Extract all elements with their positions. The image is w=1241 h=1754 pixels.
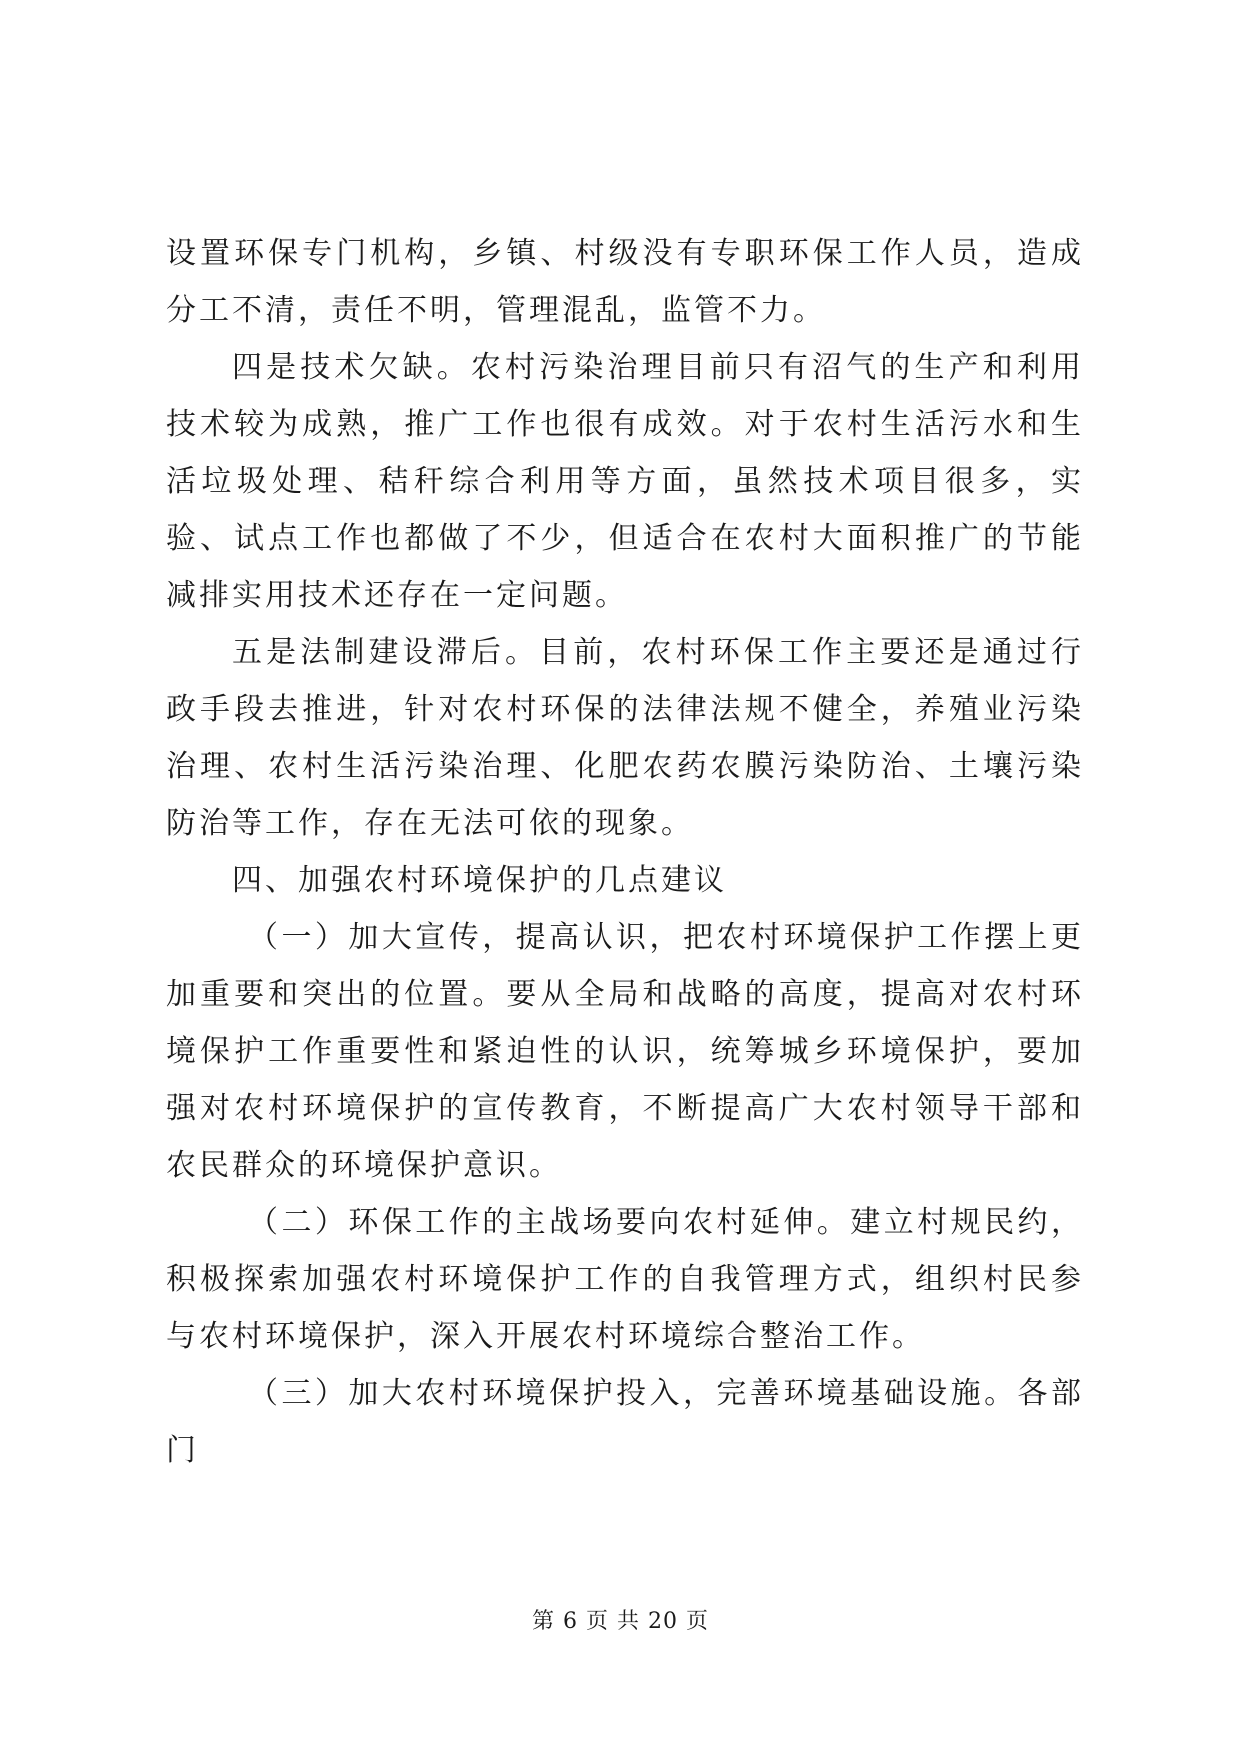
paragraph-legal-lag: 五是法制建设滞后。目前，农村环保工作主要还是通过行政手段去推进，针对农村环保的法律法规不健全，养殖业污染治理、农村生活污染治理、化肥农药农膜污染防治、土壤污染防治等工作，存在无法可依的现象。 xyxy=(166,635,1084,841)
suggestion-one: （一）加大宣传，提高认识，把农村环境保护工作摆上更加重要和突出的位置。要从全局和战略的高度，提高对农村环境保护工作重要性和紧迫性的认识，统筹城乡环境保护，要加强对农村环境保护的宣传教育，不断提高广大农村领导干部和农民群众的环境保护意识。 xyxy=(166,920,1084,1183)
suggestion-two: （二）环保工作的主战场要向农村延伸。建立村规民约，积极探索加强农村环境保护工作的自我管理方式，组织村民参与农村环境保护，深入开展农村环境综合整治工作。 xyxy=(166,1205,1084,1354)
suggestion-three: （三）加大农村环境保护投入，完善环境基础设施。各部门 xyxy=(166,1376,1084,1468)
page-number-footer: 第 6 页 共 20 页 xyxy=(532,1609,709,1634)
section-heading-suggestions: 四、加强农村环境保护的几点建议 xyxy=(232,863,727,898)
document-body xyxy=(166,225,1084,1479)
paragraph-continuation: 设置环保专门机构，乡镇、村级没有专职环保工作人员，造成分工不清，责任不明，管理混乱，监管不力。 xyxy=(166,236,1084,328)
paragraph-technology-gap: 四是技术欠缺。农村污染治理目前只有沼气的生产和利用技术较为成熟，推广工作也很有成效。对于农村生活污水和生活垃圾处理、秸秆综合利用等方面，虽然技术项目很多，实验、试点工作也都做了不少，但适合在农村大面积推广的节能减排实用技术还存在一定问题。 xyxy=(166,350,1084,613)
